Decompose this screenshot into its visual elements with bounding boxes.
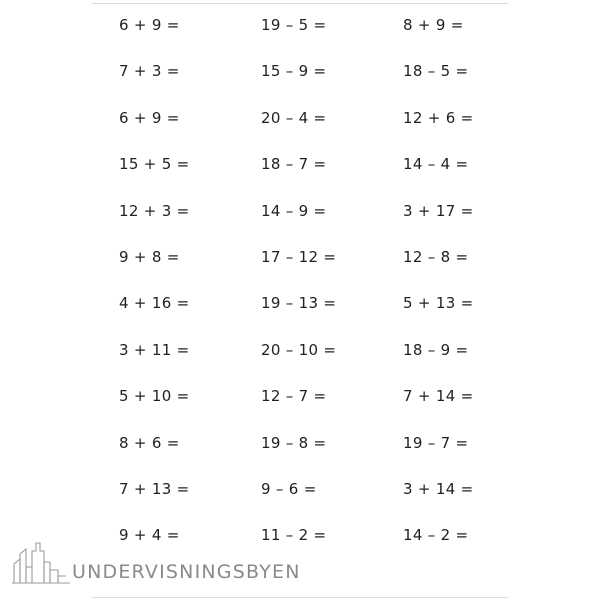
math-problem: 14 – 2 = <box>403 526 469 545</box>
brand-logo <box>12 540 301 584</box>
math-problem: 3 + 14 = <box>403 479 474 498</box>
math-problem: 12 – 8 = <box>403 247 469 266</box>
math-problem: 6 + 9 = <box>119 16 180 34</box>
math-problem: 15 – 9 = <box>261 62 327 81</box>
top-divider <box>92 3 508 4</box>
math-problem: 3 + 11 = <box>119 340 190 359</box>
math-problem: 19 – 5 = <box>261 16 327 34</box>
math-problem: 11 – 2 = <box>261 526 327 545</box>
bottom-divider <box>92 597 508 598</box>
math-problem: 8 + 6 = <box>119 433 180 452</box>
math-problem: 18 – 5 = <box>403 62 469 81</box>
math-problem: 19 – 13 = <box>261 294 337 313</box>
math-problem: 9 – 6 = <box>261 479 317 498</box>
math-problem: 19 – 8 = <box>261 433 327 452</box>
math-problem: 7 + 3 = <box>119 62 180 81</box>
math-problem: 20 – 4 = <box>261 108 327 127</box>
problem-column-3 <box>403 12 473 569</box>
brand-name: UNDERVISNINGSBYEN <box>72 561 301 583</box>
math-problem: 14 – 4 = <box>403 155 469 174</box>
math-problem: 6 + 9 = <box>119 108 180 127</box>
math-problem: 14 – 9 = <box>261 201 327 220</box>
math-problem: 12 + 3 = <box>119 201 190 220</box>
math-problem: 3 + 17 = <box>403 201 474 220</box>
city-skyline-icon <box>12 540 78 584</box>
math-problem: 12 – 7 = <box>261 387 327 406</box>
problem-column-1 <box>119 12 189 569</box>
math-problem: 7 + 14 = <box>403 387 474 406</box>
math-problem: 5 + 13 = <box>403 294 474 313</box>
math-problem: 12 + 6 = <box>403 108 474 127</box>
math-problem: 4 + 16 = <box>119 294 190 313</box>
math-problem: 19 – 7 = <box>403 433 469 452</box>
math-problem: 18 – 7 = <box>261 155 327 174</box>
math-problem: 7 + 13 = <box>119 479 190 498</box>
math-problem: 5 + 10 = <box>119 387 190 406</box>
math-problem: 18 – 9 = <box>403 340 469 359</box>
math-problem: 9 + 4 = <box>119 526 180 545</box>
math-problem: 8 + 9 = <box>403 16 464 34</box>
math-problem: 20 – 10 = <box>261 340 337 359</box>
math-problem: 17 – 12 = <box>261 247 337 266</box>
math-problem: 15 + 5 = <box>119 155 190 174</box>
problem-column-2 <box>261 12 336 569</box>
math-problem: 9 + 8 = <box>119 247 180 266</box>
